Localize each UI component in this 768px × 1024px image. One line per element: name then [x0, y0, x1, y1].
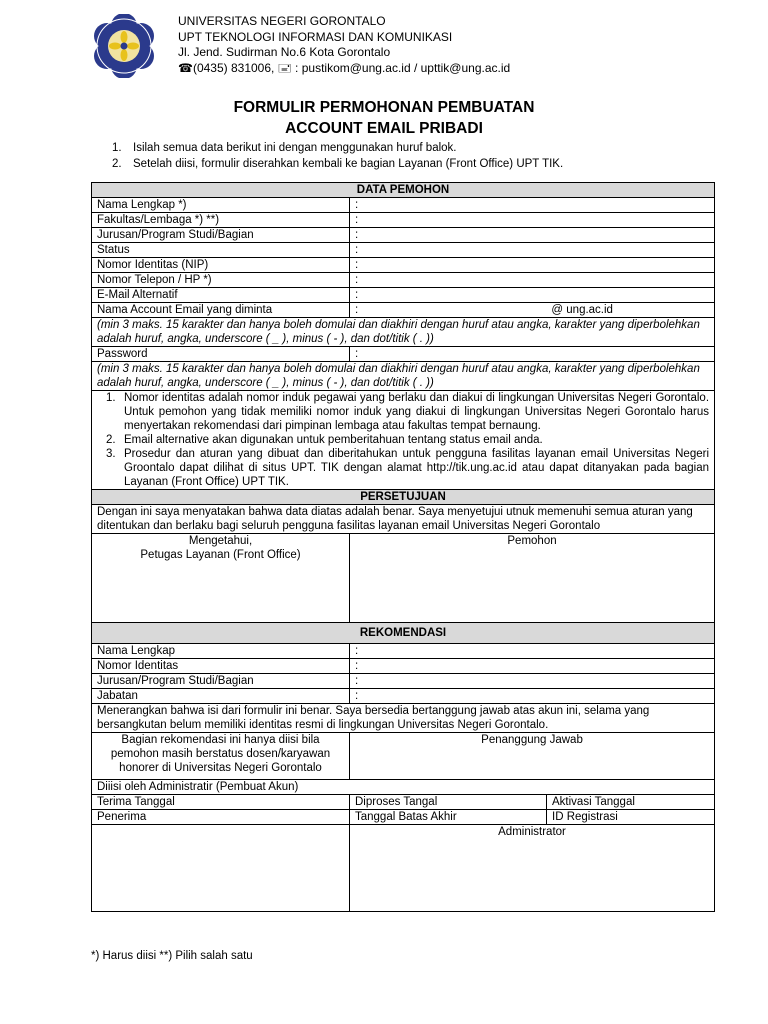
form-title-line1: FORMULIR PERMOHONAN PEMBUATAN	[233, 99, 535, 116]
admin-section-heading: Diiisi oleh Administratir (Pembuat Akun)	[92, 780, 715, 795]
section-data-pemohon: DATA PEMOHON	[92, 183, 715, 198]
note-item: 1. Nomor identitas adalah nomor induk pegawai yang berlaku dan diakui di lingkungan Universitas Negeri Gorontalo. Untuk pemohon yang tidak memiliki nomor induk yang diakui di lingkungan Universitas Negeri Gorontalo harus menyertakan rekomendasi dari pimpinan lembaga atau fakultas tempat bernaung.	[106, 392, 710, 432]
notes-list	[97, 391, 709, 489]
field-label: Nama Account Email yang diminta	[92, 303, 350, 318]
institution-name: UNIVERSITAS NEGERI GORONTALO	[178, 14, 386, 28]
field-row	[92, 674, 715, 689]
field-value[interactable]: :	[350, 273, 715, 288]
field-row	[92, 243, 715, 258]
field-row	[92, 659, 715, 674]
field-value[interactable]: :	[350, 243, 715, 258]
notes-cell	[92, 391, 715, 490]
note-item: 3. Prosedur dan aturan yang dibuat dan diberitahukan untuk pengguna fasilitas layanan email Universitas Negeri Groontalo dapat dilihat di situs UPT. TIK dengan alamat http://tik.ung.ac.id atau dapat ditanyakan pada bagian Layanan (Front Office) UPT TIK.	[106, 448, 710, 488]
field-value[interactable]: :	[350, 689, 715, 704]
unit-name: UPT TEKNOLOGI INFORMASI DAN KOMUNIKASI	[178, 29, 453, 44]
field-value[interactable]: :	[350, 674, 715, 689]
field-row	[92, 228, 715, 243]
instructions-list	[112, 140, 563, 172]
address: Jl. Jend. Sudirman No.6 Kota Gorontalo	[178, 45, 391, 59]
field-label: Jurusan/Program Studi/Bagian	[92, 674, 350, 689]
field-row	[92, 644, 715, 659]
email-domain: @ ung.ac.id	[551, 304, 613, 316]
password-field[interactable]: :	[350, 347, 715, 362]
administrator-signature-box[interactable]	[350, 825, 715, 912]
instruction-item: 1. Isilah semua data berikut ini dengan menggunakan huruf balok.	[112, 142, 457, 154]
front-office-label: Petugas Layanan (Front Office)	[140, 549, 301, 561]
email-account-row	[92, 303, 715, 318]
field-label: Nomor Identitas (NIP)	[92, 258, 350, 273]
receiver-signature-box[interactable]	[92, 825, 350, 912]
email-hint: (min 3 maks. 15 karakter dan hanya boleh domulai dan diakhiri dengan huruf atau angka, karakter yang diperbolehkan adalah huruf, angka, underscore ( _ ), minus ( - ), dan dot/titik ( . ))	[92, 318, 715, 347]
field-label: Jurusan/Program Studi/Bagian	[92, 228, 350, 243]
field-label: Jabatan	[92, 689, 350, 704]
guarantor-signature-box[interactable]	[350, 733, 715, 780]
field-label: Nama Lengkap *)	[92, 198, 350, 213]
footnote: *) Harus diisi **) Pilih salah satu	[91, 950, 253, 962]
field-value[interactable]: :	[350, 258, 715, 273]
field-row	[92, 198, 715, 213]
field-label: Nomor Telepon / HP *)	[92, 273, 350, 288]
password-hint: (min 3 maks. 15 karakter dan hanya boleh domulai dan diakhiri dengan huruf atau angka, karakter yang diperbolehkan adalah huruf, angka, underscore ( _ ), minus ( - ), dan dot/titik ( . ))	[92, 362, 715, 391]
received-date-field[interactable]: Terima Tanggal	[92, 795, 350, 810]
registration-id-field[interactable]: ID Registrasi	[547, 810, 715, 825]
front-office-signature-box[interactable]	[92, 534, 350, 623]
field-label: Nomor Identitas	[92, 659, 350, 674]
field-row	[92, 689, 715, 704]
field-row	[92, 288, 715, 303]
deadline-date-field[interactable]: Tanggal Batas Akhir	[350, 810, 547, 825]
field-value[interactable]: :	[350, 288, 715, 303]
university-logo	[89, 14, 159, 78]
field-row	[92, 258, 715, 273]
receiver-field[interactable]: Penerima	[92, 810, 350, 825]
note-item: 2. Email alternative akan digunakan untuk pemberitahuan tentang status email anda.	[106, 434, 543, 446]
password-row	[92, 347, 715, 362]
agreement-statement: Dengan ini saya menyatakan bahwa data diatas adalah benar. Saya menyetujui utnuk memenuhi semua aturan yang ditentukan dan berlaku bagi seluruh pengguna fasilitas layanan email Universitas Negeri Gorontalo	[92, 505, 715, 534]
activation-date-field[interactable]: Aktivasi Tanggal	[547, 795, 715, 810]
field-label: Fakultas/Lembaga *) **)	[92, 213, 350, 228]
field-value[interactable]: :	[350, 228, 715, 243]
email-account-field[interactable]: : @ ung.ac.id	[350, 303, 715, 318]
recommendation-statement: Menerangkan bahwa isi dari formulir ini benar. Saya bersedia bertanggung jawab atas akun ini, selama yang bersangkutan belum memiliki identitas resmi di lingkungan Universitas Negeri Gorontalo.	[92, 704, 715, 733]
processed-date-field[interactable]: Diproses Tangal	[350, 795, 547, 810]
field-label: Password	[92, 347, 350, 362]
administrator-label: Administrator	[498, 826, 566, 838]
field-label: Status	[92, 243, 350, 258]
acknowledged-label: Mengetahui,	[188, 535, 253, 547]
field-value[interactable]: :	[350, 198, 715, 213]
field-label: Nama Lengkap	[92, 644, 350, 659]
applicant-signature-box[interactable]	[350, 534, 715, 623]
field-label: E-Mail Alternatif	[92, 288, 350, 303]
contact-info: ☎(0435) 831006, 🖃 : pustikom@ung.ac.id / upttik@ung.ac.id	[178, 60, 511, 75]
application-form	[91, 182, 715, 912]
guarantor-label: Penanggung Jawab	[481, 734, 583, 746]
applicant-label: Pemohon	[507, 535, 557, 547]
section-persetujuan: PERSETUJUAN	[92, 490, 715, 505]
section-rekomendasi: REKOMENDASI	[92, 623, 715, 644]
field-value[interactable]: :	[350, 213, 715, 228]
field-row	[92, 273, 715, 288]
recommendation-note: Bagian rekomendasi ini hanya diisi bila pemohon masih berstatus dosen/karyawan honorer di Universitas Negeri Gorontalo	[92, 733, 350, 780]
field-value[interactable]: :	[350, 644, 715, 659]
form-title-line2: ACCOUNT EMAIL PRIBADI	[285, 120, 483, 137]
instruction-item: 2. Setelah diisi, formulir diserahkan kembali ke bagian Layanan (Front Office) UPT TIK.	[112, 158, 564, 170]
field-value[interactable]: :	[350, 659, 715, 674]
letterhead	[178, 14, 510, 76]
field-row	[92, 213, 715, 228]
